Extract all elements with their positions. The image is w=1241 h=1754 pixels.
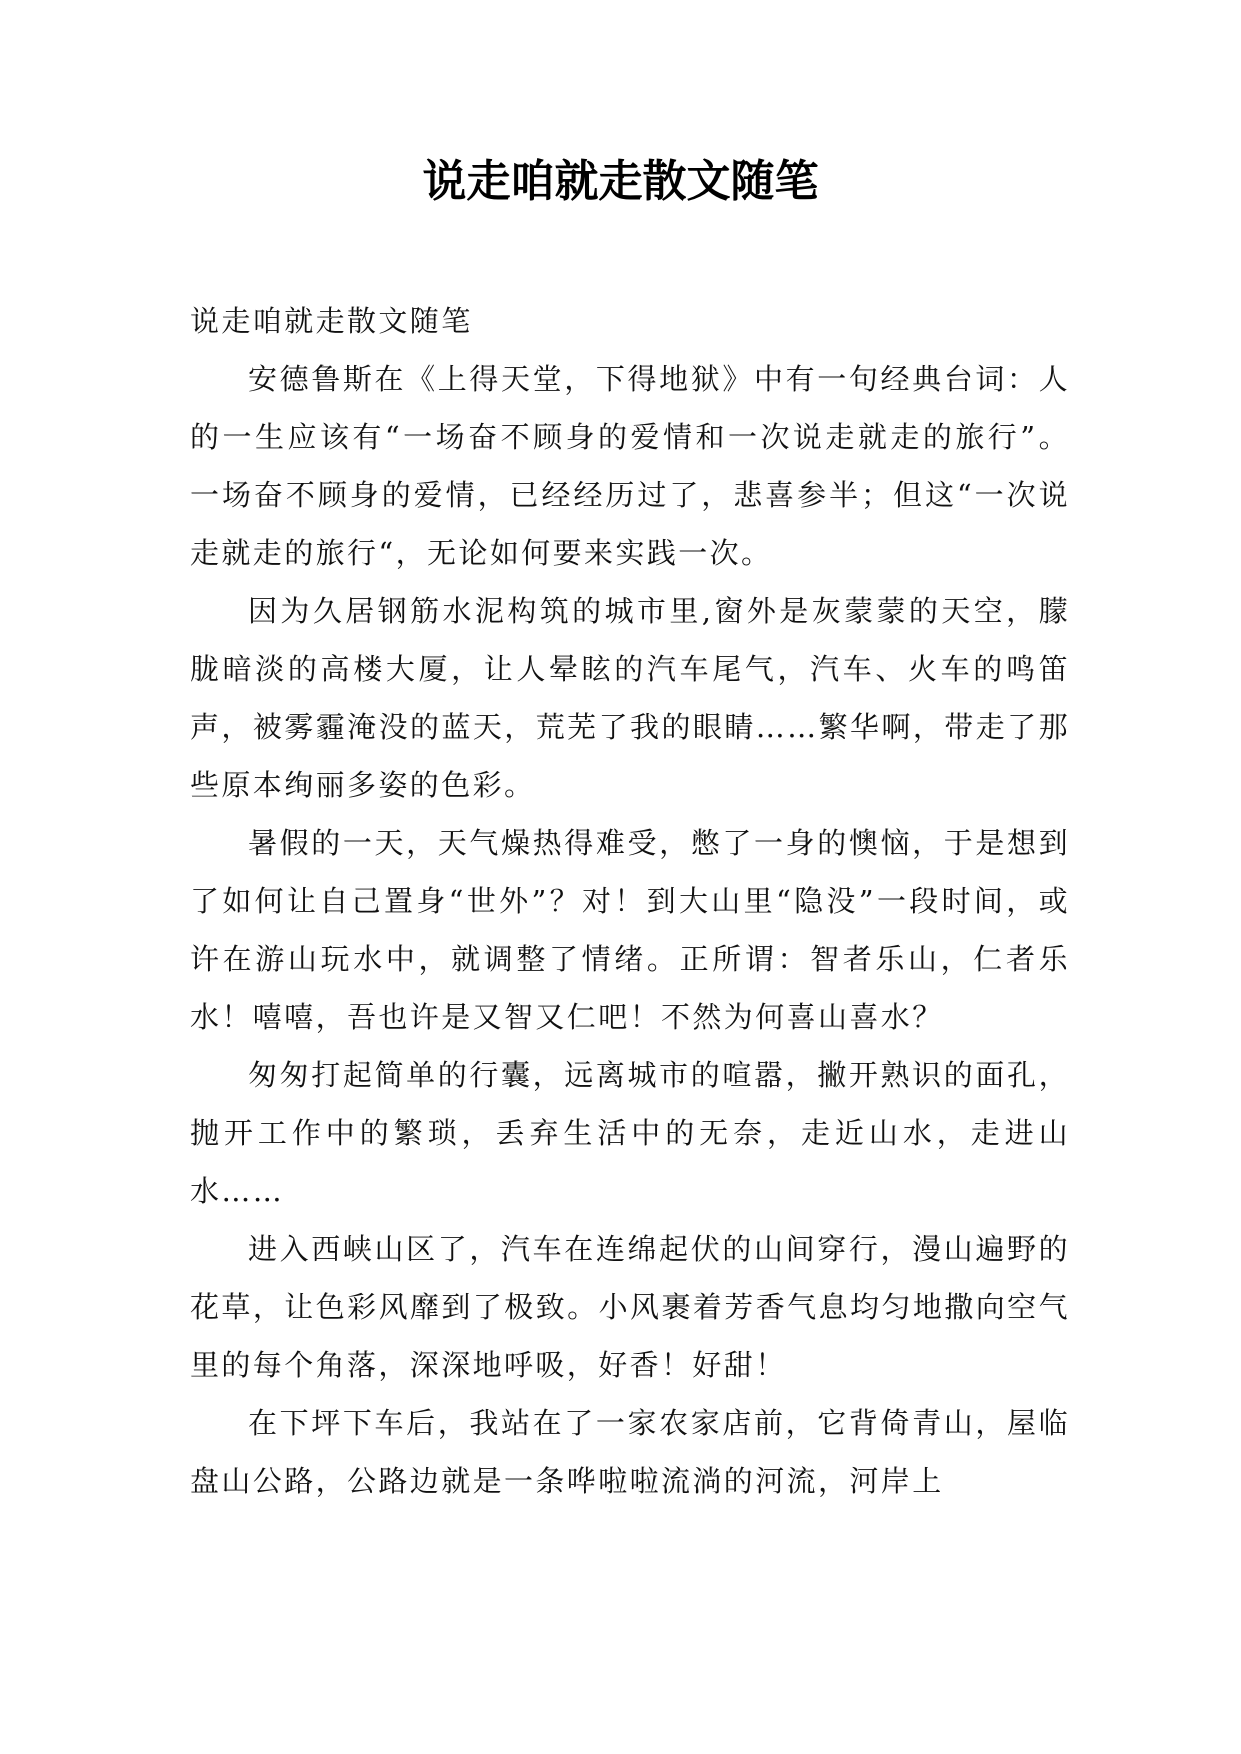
paragraph: 匆匆打起简单的行囊，远离城市的喧嚣，撇开熟识的面孔，抛开工作中的繁琐，丢弃生活中的无奈，走近山水，走进山水…… [190,1058,1070,1208]
document-subtitle: 说走咱就走散文随笔 [190,304,473,338]
document-body [190,292,1070,1510]
paragraph: 安德鲁斯在《上得天堂，下得地狱》中有一句经典台词：人的一生应该有“一场奋不顾身的爱情和一次说走就走的旅行”。 一场奋不顾身的爱情，已经经历过了，悲喜参半；但这“一次说走就走的旅行“，无论如何要来实践一次。 [190,362,1070,570]
paragraph: 因为久居钢筋水泥构筑的城市里,窗外是灰蒙蒙的天空，朦胧暗淡的高楼大厦，让人晕眩的汽车尾气，汽车、火车的鸣笛声，被雾霾淹没的蓝天，荒芜了我的眼睛……繁华啊，带走了那些原本绚丽多姿的色彩。 [190,594,1070,802]
paragraph: 进入西峡山区了，汽车在连绵起伏的山间穿行，漫山遍野的花草，让色彩风靡到了极致。小风裹着芳香气息均匀地撒向空气里的每个角落，深深地呼吸，好香！好甜！ [190,1232,1070,1382]
document-title: 说走咱就走散文随笔 [422,156,819,207]
paragraph: 暑假的一天，天气燥热得难受，憋了一身的懊恼，于是想到了如何让自己置身“世外”？对！到大山里“隐没”一段时间，或许在游山玩水中，就调整了情绪。正所谓：智者乐山，仁者乐水！嘻嘻，吾也许是又智又仁吧！不然为何喜山喜水？ [190,826,1070,1034]
paragraph: 在下坪下车后，我站在了一家农家店前，它背倚青山，屋临盘山公路，公路边就是一条哗啦啦流淌的河流，河岸上 [190,1406,1070,1498]
